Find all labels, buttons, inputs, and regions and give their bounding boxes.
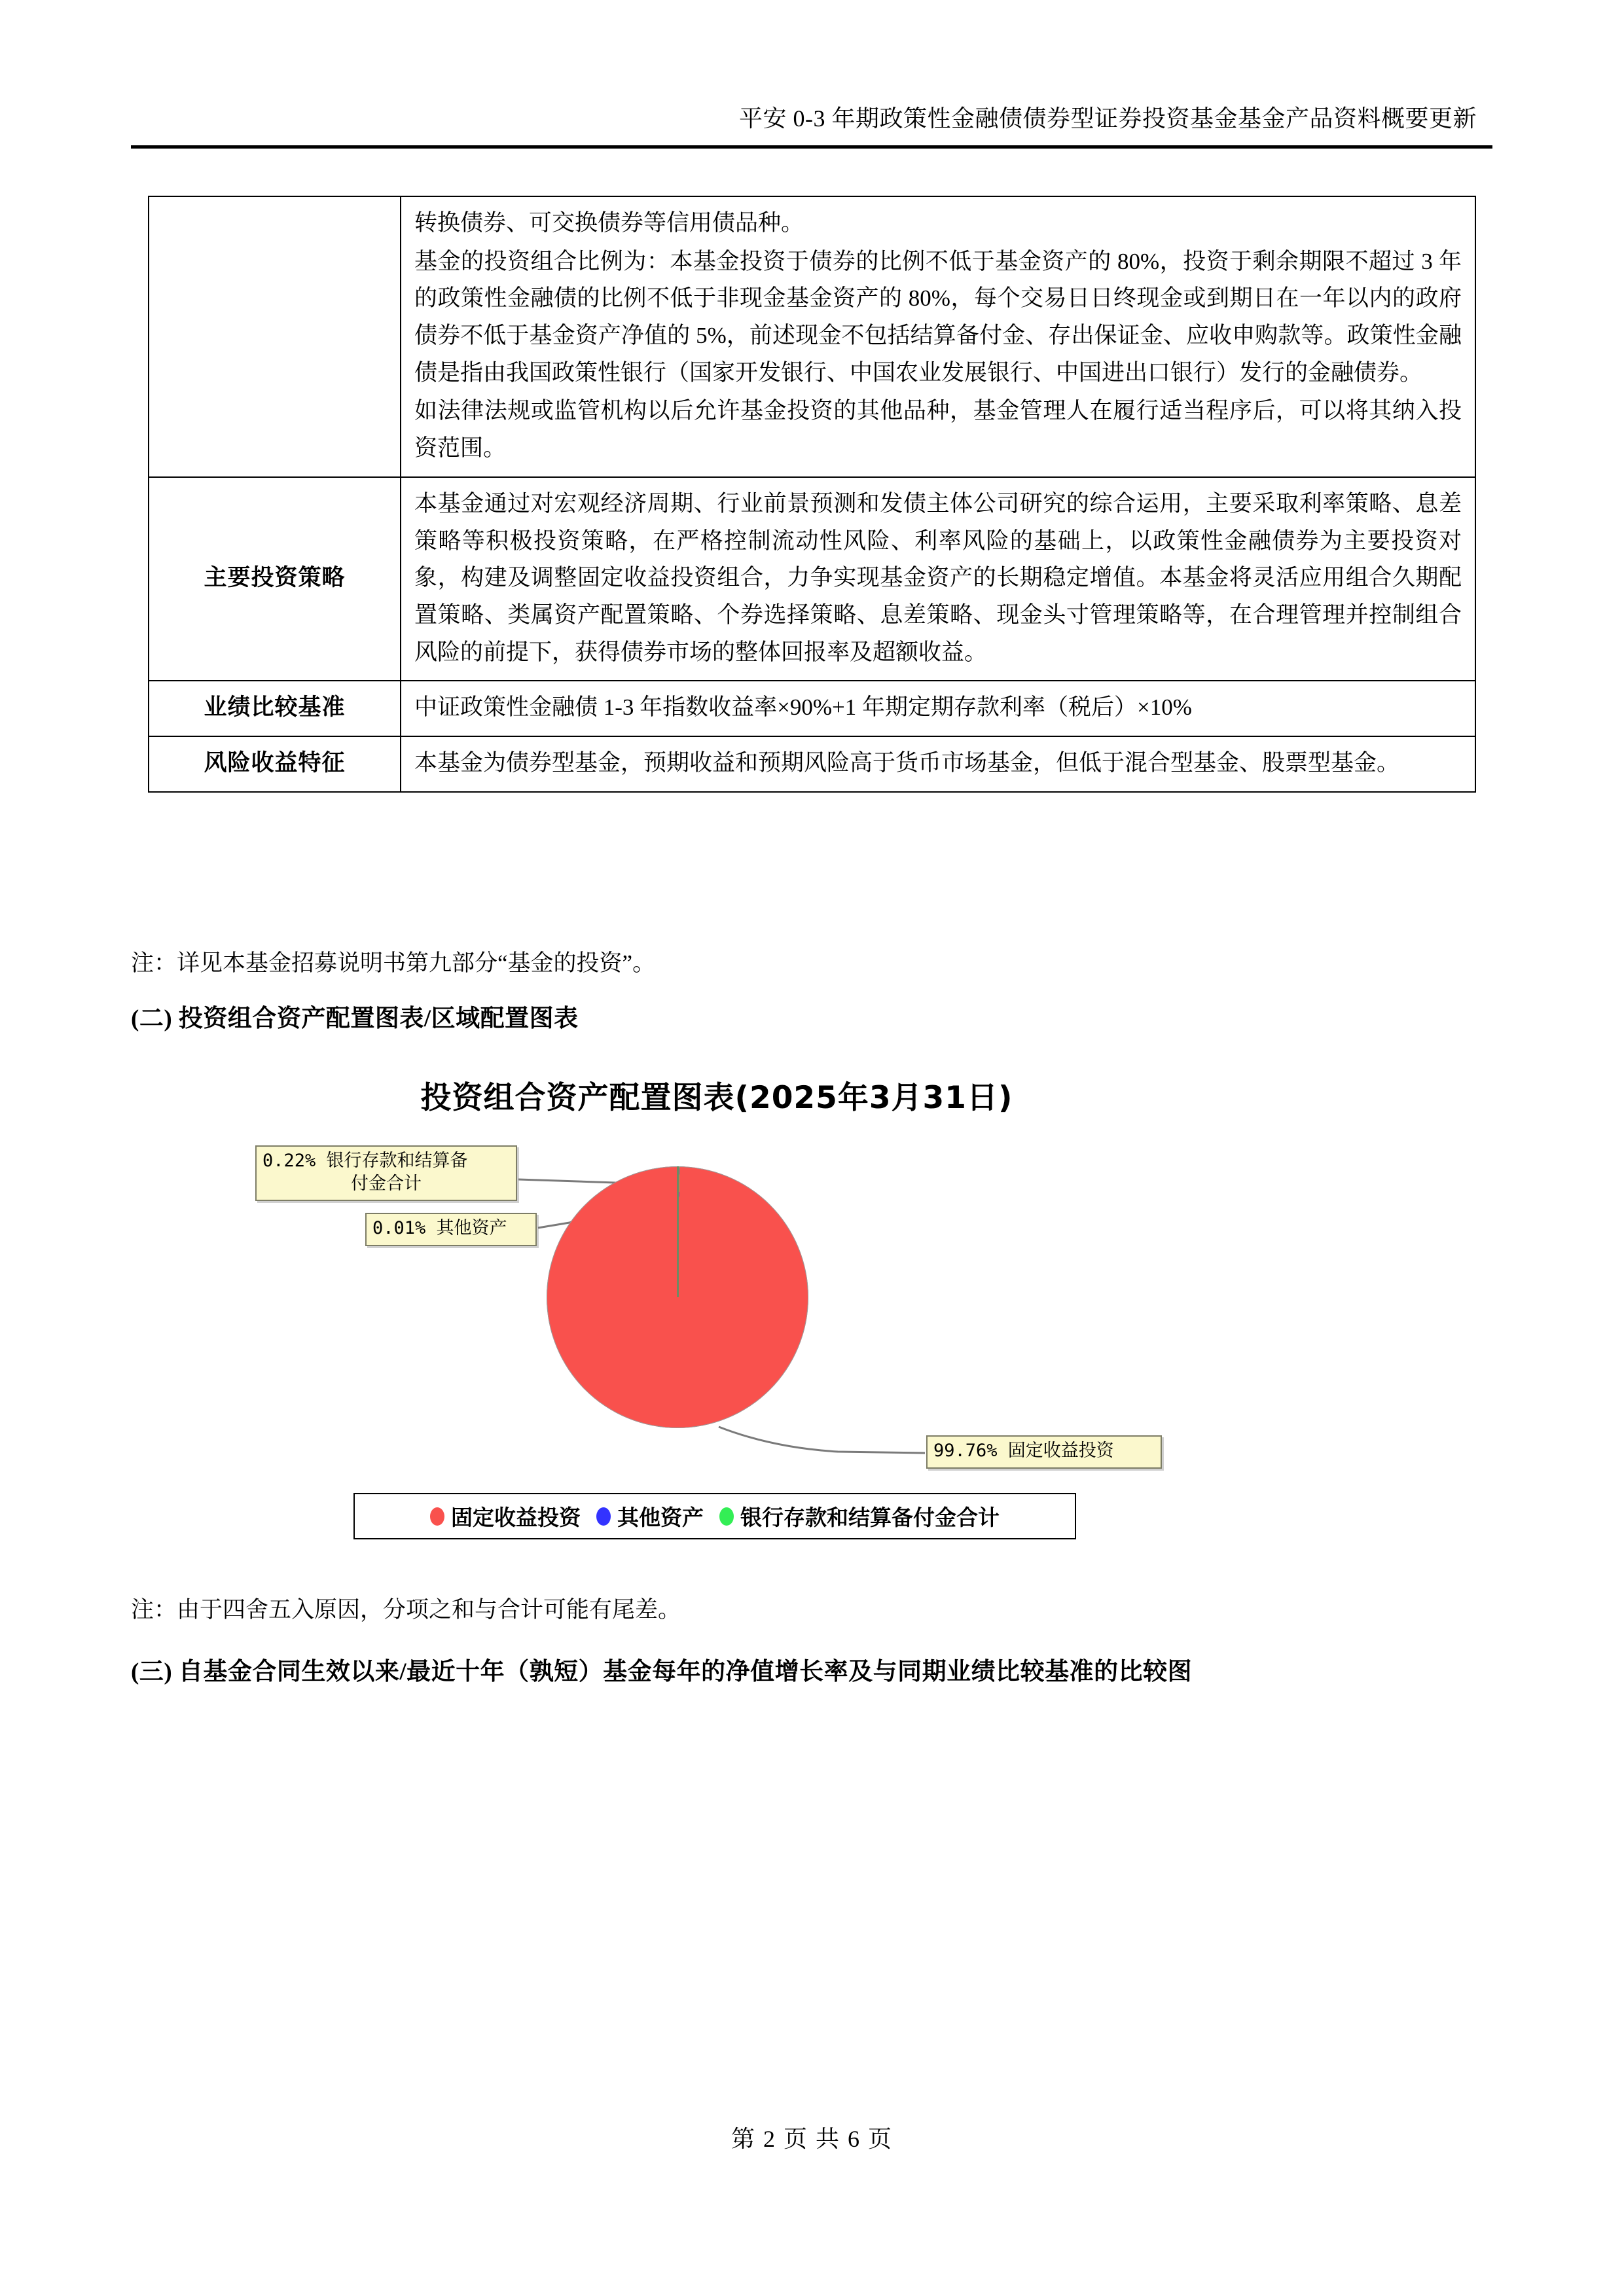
table-row (149, 736, 1475, 792)
table-footnote: 注：详见本基金招募说明书第九部分“基金的投资”。 (131, 950, 656, 976)
fund-info-table (148, 196, 1476, 793)
row-body-risk-return (401, 736, 1475, 792)
section-heading-three: (三) 自基金合同生效以来/最近十年（孰短）基金每年的净值增长率及与同期业绩比较基准的比较图 (131, 1659, 1193, 1685)
legend-item-bank-deposits (719, 1501, 1000, 1532)
paragraph: 中证政策性金融债 1-3 年指数收益率×90%+1 年期定期存款利率（税后）×10% (414, 694, 1192, 721)
legend-item-other-assets (596, 1501, 704, 1532)
paragraph: 如法律法规或监管机构以后允许基金投资的其他品种，基金管理人在履行适当程序后，可以将其纳入投资范围。 (414, 398, 1462, 461)
legend-label: 银行存款和结算备付金合计 (740, 1505, 1000, 1530)
row-label-investment-scope-cont (149, 196, 401, 477)
legend-color-dot-icon (430, 1507, 444, 1526)
table-row (149, 477, 1475, 681)
row-body-investment-scope-cont (401, 196, 1475, 477)
chart-legend (353, 1493, 1076, 1539)
table-row (149, 196, 1475, 477)
pie-graphic (547, 1166, 808, 1428)
paragraph: 基金的投资组合比例为：本基金投资于债券的比例不低于基金资产的 80%，投资于剩余期限不超过 3 年的政策性金融债的比例不低于非现金基金资产的 80%，每个交易日日终现金或到期日在一年以内的政府债券不低于基金资产净值的 5%，前述现金不包括结算备付金、存出保证金、应收申购款等。政策性金融债是指由我国政策性银行（国家开发银行、中国农业发展银行、中国进出口银行）发行的金融债券。 (414, 248, 1462, 386)
legend-label: 固定收益投资 (451, 1505, 581, 1530)
row-body-main-strategy (401, 477, 1475, 681)
section-heading-two: (二) 投资组合资产配置图表/区域配置图表 (131, 1005, 579, 1032)
row-label-benchmark: 业绩比较基准 (149, 681, 401, 736)
paragraph: 本基金通过对宏观经济周期、行业前景预测和发债主体公司研究的综合运用，主要采取利率策略、息差策略等积极投资策略，在严格控制流动性风险、利率风险的基础上，以政策性金融债券为主要投资对象，构建及调整固定收益投资组合，力争实现基金资产的长期稳定增值。本基金将灵活应用组合久期配置策略、类属资产配置策略、个券选择策略、息差策略、现金头寸管理策略等，在合理管理并控制组合风险的前提下，获得债券市场的整体回报率及超额收益。 (414, 490, 1462, 665)
legend-item-fixed-income (430, 1501, 581, 1532)
row-label-main-strategy: 主要投资策略 (149, 477, 401, 681)
header-divider-rule (131, 145, 1492, 149)
paragraph: 转换债券、可交换债券等信用债品种。 (414, 210, 804, 236)
row-label-risk-return: 风险收益特征 (149, 736, 401, 792)
chart-footnote: 注：由于四舍五入原因，分项之和与合计可能有尾差。 (131, 1597, 681, 1623)
row-body-benchmark (401, 681, 1475, 736)
table-row (149, 681, 1475, 736)
pie-label-bank-line1: 0.22% 银行存款和结算备 (262, 1151, 468, 1171)
page-header-title: 平安 0-3 年期政策性金融债债券型证券投资基金基金产品资料概要更新 (739, 105, 1477, 132)
legend-label: 其他资产 (617, 1505, 704, 1530)
pie-slice-divider (677, 1166, 679, 1297)
legend-color-dot-icon (596, 1507, 611, 1526)
chart-title: 投资组合资产配置图表(2025年3月31日) (420, 1080, 1013, 1116)
page-footer: 第 2 页 共 6 页 (731, 2126, 893, 2152)
paragraph: 本基金为债券型基金，预期收益和预期风险高于货币市场基金，但低于混合型基金、股票型基金。 (414, 749, 1400, 776)
asset-allocation-chart (249, 1073, 1185, 1558)
legend-color-dot-icon (719, 1507, 734, 1526)
pie-label-other-assets: 0.01% 其他资产 (365, 1213, 537, 1246)
pie-label-bank-deposits (255, 1145, 517, 1201)
pie-label-fixed-income: 99.76% 固定收益投资 (926, 1435, 1162, 1469)
pie-label-bank-line2: 付金合计 (351, 1173, 422, 1194)
